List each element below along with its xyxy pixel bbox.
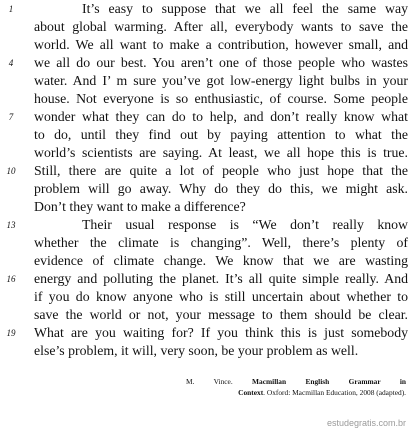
line-number: 19 xyxy=(6,328,16,338)
line-number: 7 xyxy=(8,112,14,122)
passage-line: evidence of climate change. We know that we are wasting xyxy=(34,253,408,268)
passage-line: house. Not everyone is so enthusiastic, of course. Some people xyxy=(34,91,408,106)
passage-line: whether the climate is changing”. Well, there’s plenty of xyxy=(34,235,408,250)
passage-line: Still, there are quite a lot of people who just hope that the xyxy=(34,163,408,178)
line-number: 16 xyxy=(6,274,16,284)
passage-line: we all do our best. You aren’t one of those people who wastes xyxy=(34,55,408,70)
passage-line: energy and polluting the planet. It’s all quite simple really. And xyxy=(34,271,408,286)
passage-line: else’s problem, it will, very soon, be your problem as well. xyxy=(34,343,359,358)
passage-line: to do, until they find out by paying attention to what the xyxy=(34,127,408,142)
line-number: 4 xyxy=(8,58,14,68)
passage-line: Don’t they want to make a difference? xyxy=(34,199,246,214)
citation-title: Context xyxy=(238,388,264,397)
citation-author: M. Vince. xyxy=(186,377,253,386)
passage-line: world. We all want to make a contribution, however small, and xyxy=(34,37,408,52)
citation-line xyxy=(186,387,406,398)
watermark: estudegratis.com.br xyxy=(326,418,406,428)
passage-line: Their usual response is “We don’t really know xyxy=(82,217,408,232)
line-number: 1 xyxy=(8,4,14,14)
line-number: 10 xyxy=(6,166,16,176)
citation-line xyxy=(186,376,406,387)
passage-line: It’s easy to suppose that we all feel the same way xyxy=(82,1,408,16)
citation-title: Macmillan English Grammar in xyxy=(252,377,407,386)
passage-line: problem will go away. Why do they do this, we might ask. xyxy=(34,181,408,196)
passage-line: What are you waiting for? If you think this is just somebody xyxy=(34,325,408,340)
passage-line: wonder what they can do to help, and don’t really know what xyxy=(34,109,408,124)
citation-publisher: . Oxford: Macmillan Education, 2008 (adapted). xyxy=(263,388,406,397)
line-number: 13 xyxy=(6,220,16,230)
passage-line: save the world or not, your message to them should be clear. xyxy=(34,307,408,322)
passage-line: if you do know anyone who is still uncertain about whether to xyxy=(34,289,408,304)
passage-line: world’s scientists are saying. At least, we all hope this is true. xyxy=(34,145,408,160)
passage-line: water. And I’ m sure you’ve got low-energy light bulbs in your xyxy=(34,73,408,88)
passage-line: about global warming. After all, everybody wants to save the xyxy=(34,19,408,34)
